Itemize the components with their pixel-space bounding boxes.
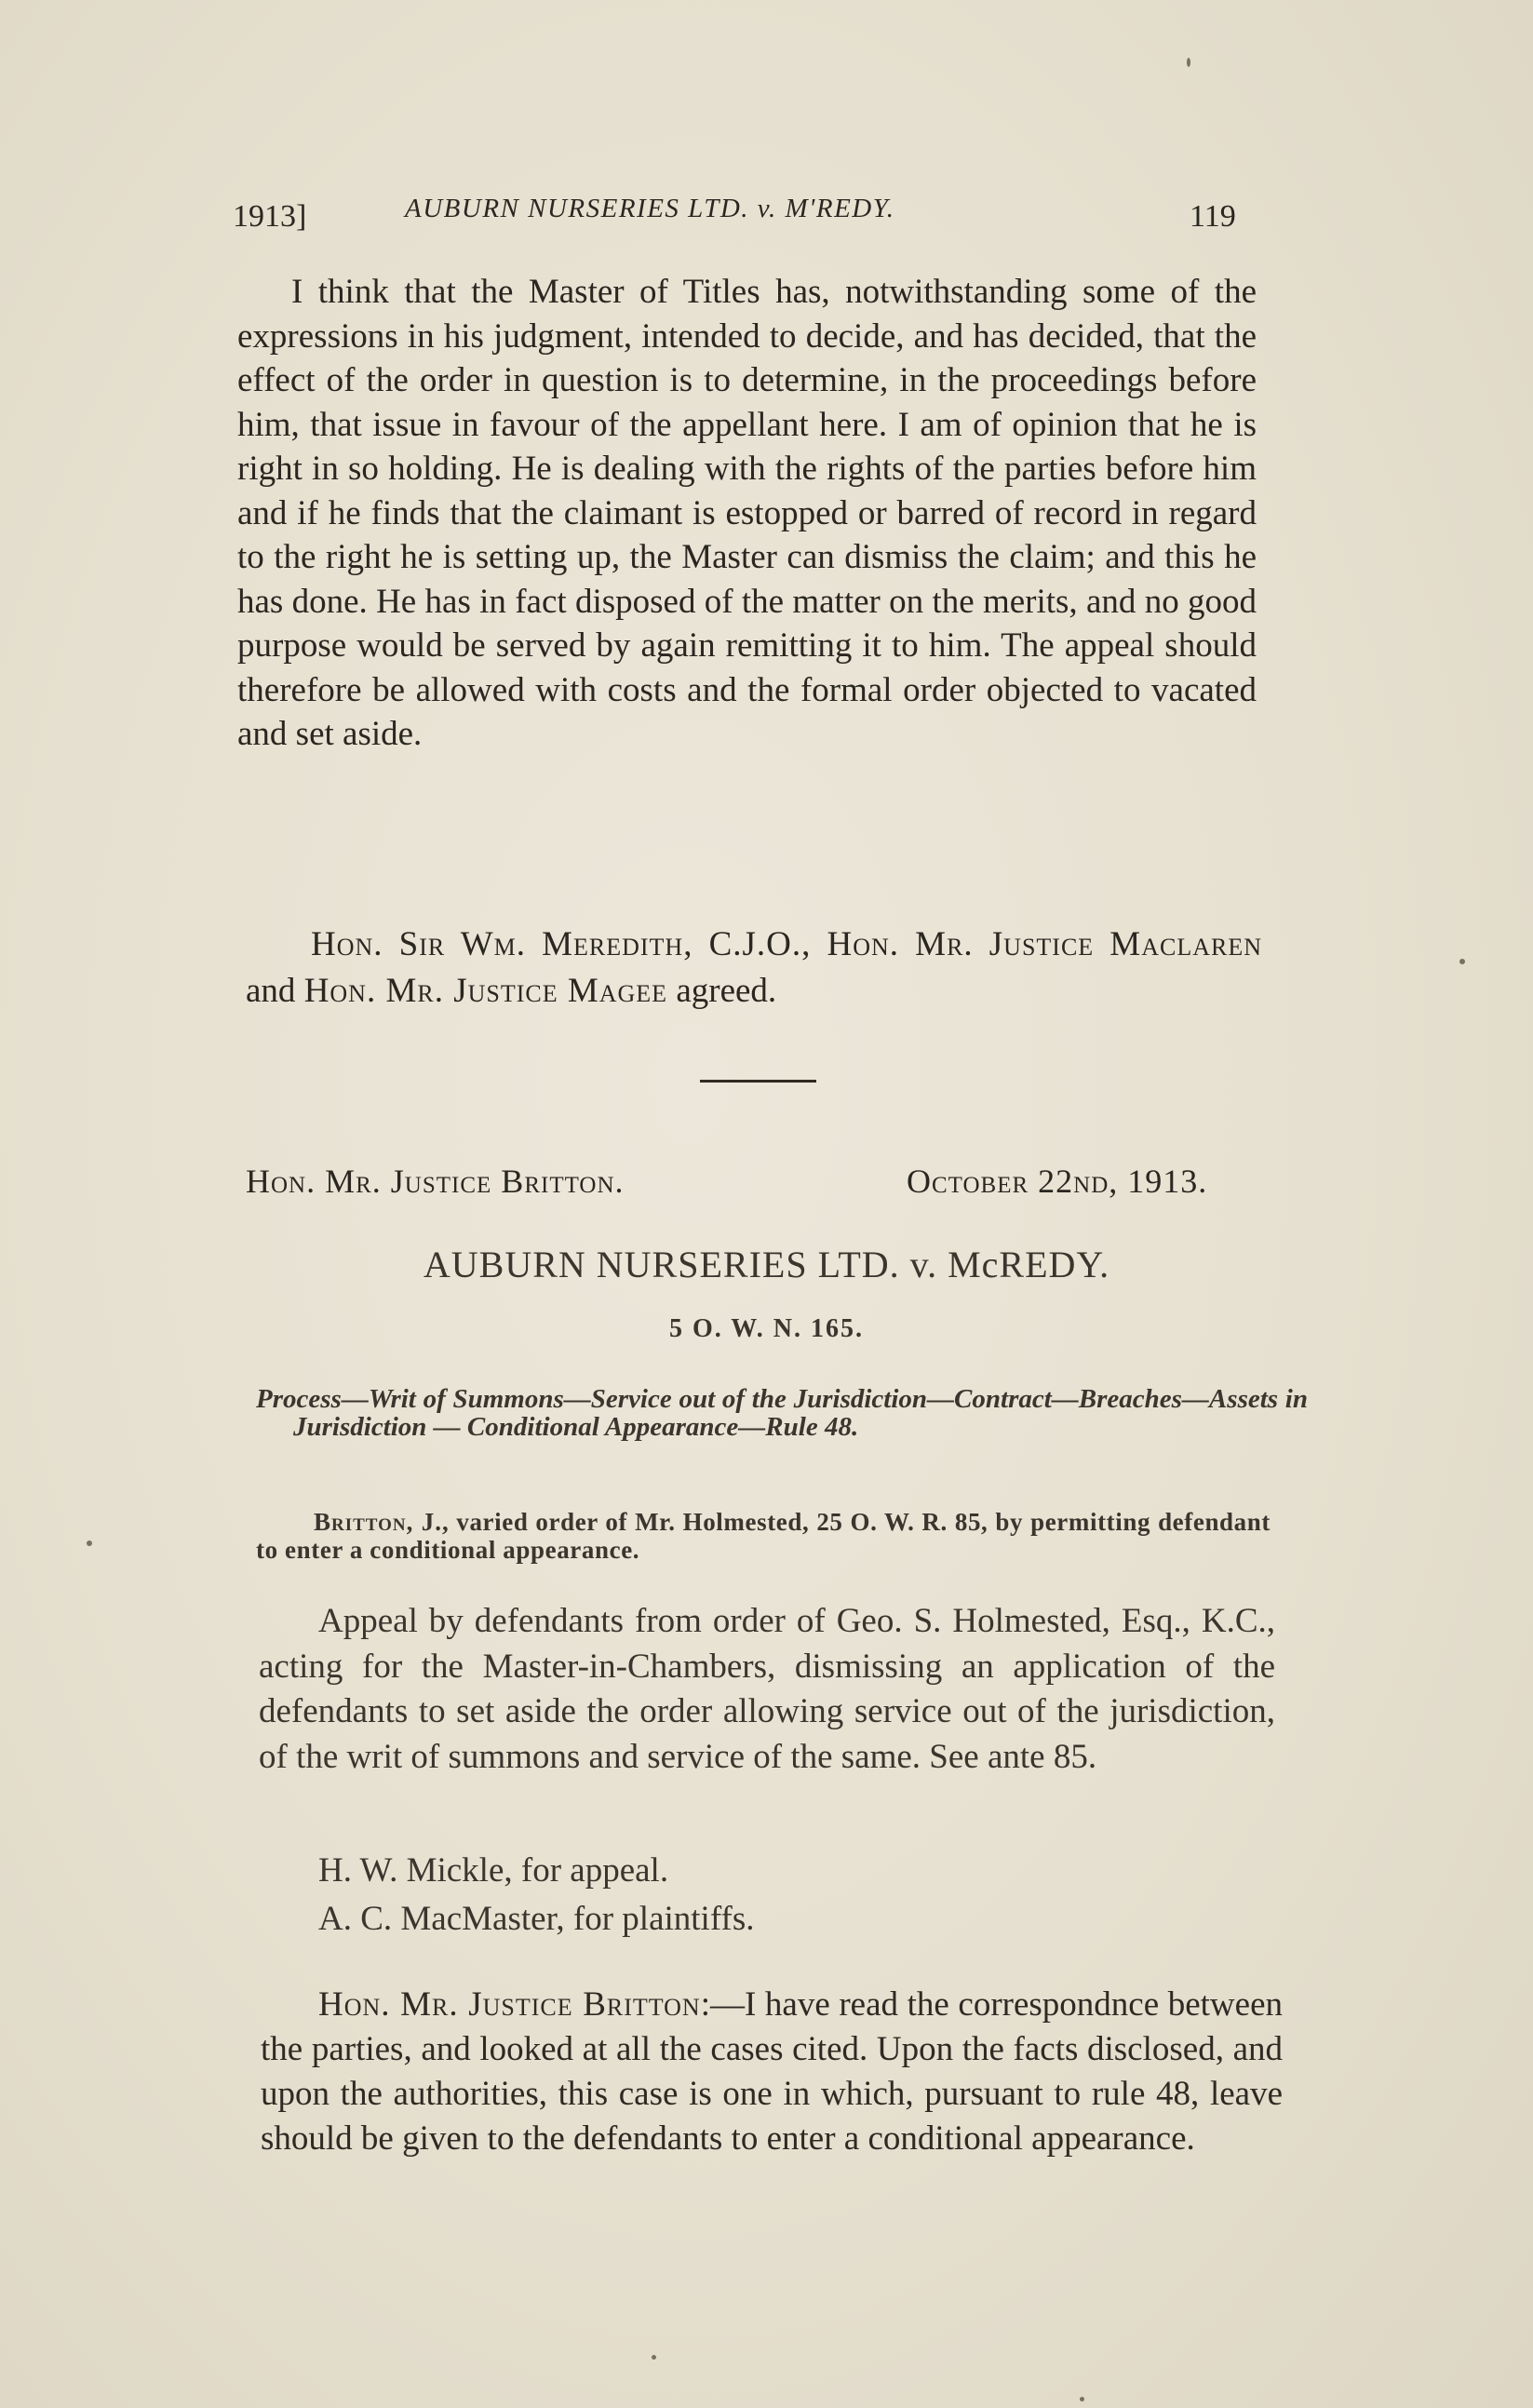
concurring-judges-2: Hon. Mr. Justice Magee [303, 972, 668, 1010]
paper-speck [87, 1540, 92, 1546]
headnote-held [256, 1508, 1271, 1564]
judgment-speaker: Hon. Mr. Justice Britton [318, 1985, 701, 2024]
held-judge: Britton, J. [314, 1508, 443, 1536]
concurrence-verb: agreed. [667, 972, 777, 1010]
concurrence-connector: and [246, 972, 304, 1010]
case-judge: Hon. Mr. Justice Britton. [246, 1163, 625, 1200]
appeal-paragraph: Appeal by defendants from order of Geo. S. Holmested, Esq., K.C., acting for the Master-in-Chambers, dismissing an application of the defendants to set aside the order allowing service out of the jurisdiction, of the writ of summons and service of the same. See ante 85. [259, 1602, 1275, 1776]
case-title: AUBURN NURSERIES LTD. v. McREDY. [423, 1244, 1110, 1285]
counsel-appeal: H. W. Mickle, for appeal. [318, 1851, 669, 1890]
section-divider [700, 1080, 816, 1083]
case-date: October 22nd, 1913. [907, 1163, 1208, 1200]
judgment-text: :—I have read the correspondnce between the parties, and looked at all the cases cited. Upon the facts disclosed, and upon the authorities, this case is one in which, pursuant to rule 48, leave should be given to the defendants to enter a conditional appearance. [261, 1985, 1283, 2158]
held-text: , varied order of Mr. Holmested, 25 O. W. R. 85, by permitting defendant to enter a conditional appearance. [256, 1508, 1271, 1564]
running-header [233, 194, 1257, 240]
paper-speck [1080, 2397, 1084, 2401]
concurring-judges-1: Hon. Sir Wm. Meredith, C.J.O., Hon. Mr. Justice Maclaren [311, 925, 1262, 963]
judgment-paragraph [261, 1983, 1283, 2161]
catchwords: Process—Writ of Summons—Service out of the Jurisdiction—Contract—Breaches—Assets in Jurisdiction — Conditional Appearance—Rule 48. [256, 1384, 1308, 1442]
concurrence-paragraph [246, 921, 1262, 1015]
running-title: AUBURN NURSERIES LTD. v. M'REDY. [405, 194, 895, 223]
paper-speck [1459, 959, 1465, 964]
page-number: 119 [1190, 199, 1236, 234]
paper-speck [1187, 58, 1190, 67]
opinion-paragraph: I think that the Master of Titles has, notwithstanding some of the expressions in his judgment, intended to decide, and has decided, that the effect of the order in question is to determine, in the proceedings before him, that issue in favour of the appellant here. I am of opinion that he is right in so holding. He is dealing with the rights of the parties before him and if he finds that the claimant is estopped or barred of record in regard to the right he is setting up, the Master can dismiss the claim; and this he has done. He has in fact disposed of the matter on the merits, and no good purpose would be served by again remitting it to him. The appeal should therefore be allowed with costs and the formal order objected to vacated and set aside. [237, 273, 1257, 753]
case-citation: 5 O. W. N. 165. [669, 1314, 864, 1343]
paper-speck [652, 2355, 656, 2360]
counsel-plaintiffs: A. C. MacMaster, for plaintiffs. [318, 1900, 755, 1938]
header-year: 1913] [233, 199, 307, 234]
